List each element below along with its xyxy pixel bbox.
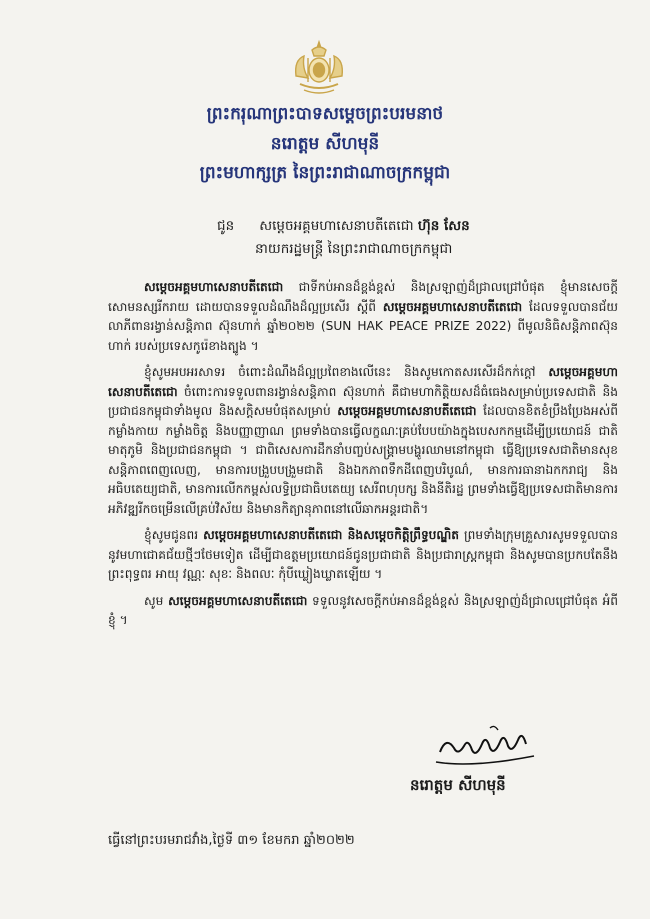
recipient-prefix: សម្តេចអគ្គមហាសេនាបតីតេជោ xyxy=(259,218,414,234)
paragraph-1 xyxy=(108,278,618,356)
recipient-title: នាយករដ្ឋមន្ត្រី នៃព្រះរាជាណាចក្រកម្ពុជា xyxy=(255,241,453,257)
body-text: ដែលទទួលបានជ័យលាភីពានរង្វាន់សន្តិភាព ស៊ុនហាក់ ឆ្នាំ២០២២ (SUN HAK PEACE PRIZE 2022) ពីមូលនិធិសន្តិភាពស៊ុនហាក់ របស់ប្រទេសកូរ៉េខាងត្បូង ។ xyxy=(108,299,618,353)
body-text: ជាទីកប់អានដ៏ខ្ពង់ខ្ពស់ និងស្រឡាញ់ដ៏ជ្រាលជ្រៅបំផុត ខ្ញុំមានសេចក្តីសោមនស្សរីករាយ ដោយបានទទួលដំណឹងដ៏ល្អប្រសើរ ស្តីពី xyxy=(108,280,618,314)
body-name: សម្តេចអគ្គមហាសេនាបតីតេជោ xyxy=(108,365,618,399)
body-text: ទទួលនូវសេចក្តីកប់អានដ៏ខ្ពង់ខ្ពស់ និងស្រឡាញ់ដ៏ជ្រាលជ្រៅបំផុត អំពីខ្ញុំ ។ xyxy=(108,593,618,627)
letterhead-title: ព្រះករុណាព្រះបាទសម្តេចព្រះបរមនាថ xyxy=(206,104,444,124)
body-name: សម្តេចអគ្គមហាសេនាបតីតេជោ xyxy=(168,593,308,608)
body-name: សម្តេចអគ្គមហាសេនាបតីតេជោ xyxy=(144,280,284,294)
letterhead-kingdom: ព្រះមហាក្សត្រ នៃព្រះរាជាណាចក្រកម្ពុជា xyxy=(199,163,451,183)
body-name: សម្តេចអគ្គមហាសេនាបតីតេជោ xyxy=(382,299,523,314)
body-text: ខ្ញុំសូមជូនពរ xyxy=(144,528,204,542)
date-line: ធ្វើនៅព្រះបរមរាជវាំង,ថ្ងៃទី ៣១ ខែមករា ឆ្នាំ២០២២ xyxy=(108,833,355,848)
recipient-line xyxy=(217,217,470,237)
body-text: ខ្ញុំសូមអបអរសាទរ ចំពោះដំណឹងដ៏ល្អប្រពៃខាងលើនេះ និងសូមកោតសរសើរដ៏កក់ក្តៅ xyxy=(144,365,549,379)
letter-body xyxy=(108,278,618,638)
letterhead-king-name: នរោត្តម សីហមុនី xyxy=(270,134,380,154)
body-text: ព្រមទាំងក្រុមគ្រួសារសូមទទួលបាននូវមហាជោគជ័យថ្មីៗថែមទៀត ដើម្បីជាឧត្តមប្រយោជន៍ជូនប្រជាជាតិ និងប្រជារាស្ត្រកម្ពុជា និងសូមបានប្រកបតែនឹងព្រះពុទ្ធពរ អាយុ វណ្ណៈ សុខៈ និងពលៈ កុំបីឃ្លៀងឃ្លាតឡើយ ។ xyxy=(108,528,618,581)
paragraph-4 xyxy=(108,592,618,631)
body-text: ចំពោះការទទួលពានរង្វាន់សន្តិភាព ស៊ុនហាក់ គឺជាមហាកិត្តិយសដ៏ធំធេងសម្រាប់ប្រទេសជាតិ និងប្រជាជនកម្ពុជាទាំងមូល និងសក្តិសមបំផុតសម្រាប់ xyxy=(108,384,618,418)
paragraph-2 xyxy=(108,363,618,519)
body-text: ដែលបានខិតខំប្រឹងប្រែងអស់ពីកម្លាំងកាយ កម្លាំងចិត្ត និងបញ្ញាញាណ ព្រមទាំងបានធ្វើលក្ខណៈគ្រប់បែបយ៉ាងក្នុងបេសកកម្មដើម្បីប្រយោជន៍ ជាតិ មាតុភូមិ និងប្រជាជនកម្ពុជា ។ ជាពិសេសការដឹកនាំបញ្ចប់សង្គ្រាមបង្ហូរឈាមនៅកម្ពុជា ធ្វើឱ្យប្រទេសជាតិមានសុខសន្តិភាពពេញលេញ, មានការបង្រួបបង្រួមជាតិ និងឯកភាពទឹកដីពេញបរិបូណ៌, មានការធានាឯកករាជ្យ និងអធិបតេយ្យជាតិ, មានការលើកកម្ពស់លទ្ធិប្រជាធិបតេយ្យ សេរីពហុបក្ស និងនីតិរដ្ឋ ព្រមទាំងធ្វើឱ្យប្រទេសជាតិមានការអភិវឌ្ឍរីកចម្រើនលើគ្រប់វិស័យ និងមានកិត្យានុភាពនៅលើឆាកអន្តរជាតិ។ xyxy=(108,404,618,516)
royal-emblem-icon xyxy=(290,38,348,98)
handwritten-signature xyxy=(432,722,542,770)
recipient-name: ហ៊ុន សែន xyxy=(417,218,470,234)
body-name: សម្តេចអគ្គមហាសេនាបតីតេជោ xyxy=(337,404,477,418)
paragraph-3 xyxy=(108,526,618,585)
to-label: ជូន xyxy=(217,218,235,234)
body-name: សម្តេចអគ្គមហាសេនាបតីតេជោ និងសម្តេចកិត្តិព្រឹទ្ធបណ្ឌិត xyxy=(203,528,460,542)
body-text: សូម xyxy=(144,593,169,608)
signatory-name: នរោត្តម សីហមុនី xyxy=(410,776,506,794)
